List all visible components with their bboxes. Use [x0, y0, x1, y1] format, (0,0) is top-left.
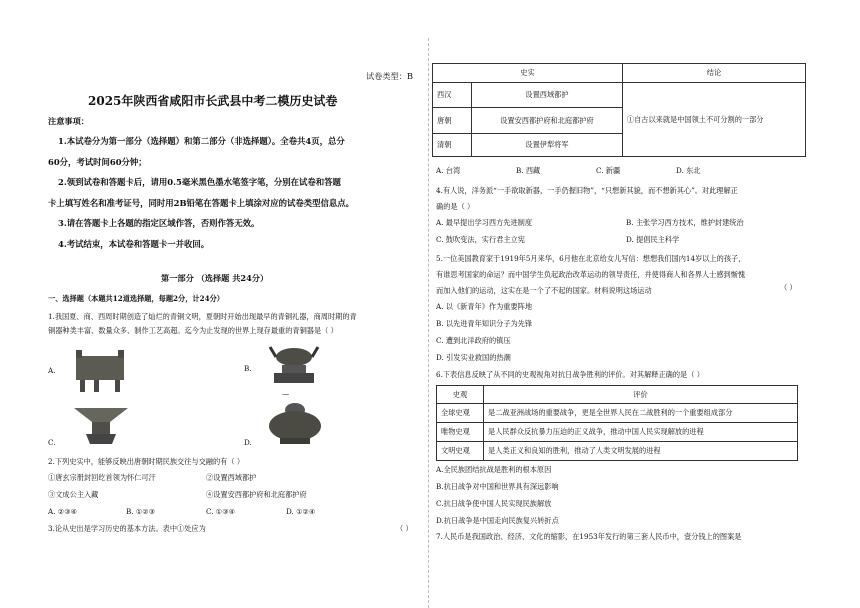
q5-stem: 5.一位美国教育家于1919年5月来华，6月他在北京给女儿写信：想想我们国内14岁以上的孩子， 有谁思考国家的命运？而中国学生负起政治改革运动的领导责任，并使得商人和各界人士感到惭愧 而加入他们的运动，这实在是一个了不起的国家。材料说明这场运动	[436, 254, 746, 295]
q3-option-c[interactable]: C. 新疆	[596, 166, 621, 175]
q3-option-d[interactable]: D. 东北	[676, 166, 701, 175]
q3-table-era: 清朝	[433, 134, 472, 157]
notice-list	[48, 131, 355, 254]
q6-option-c[interactable]: C.抗日战争使中国人民实现民族解放	[436, 499, 552, 508]
q3-table-era: 西汉	[433, 83, 472, 108]
q3-table-header: 史实	[433, 64, 623, 83]
q4-stem: 4.有人说，洋务派“一手欲取新器，一手仍握旧物”，“只想新其貌，而不想新其心”。对此理解正 确的是（ ）	[436, 186, 738, 211]
q2-option-d[interactable]: D. ①②④	[286, 507, 316, 516]
zun-vessel-icon	[66, 402, 136, 446]
q2-option-c[interactable]: C. ①③④	[206, 507, 236, 516]
notice-line: 60分，考试时间60分钟；	[48, 156, 147, 167]
q2-item-4: ④设置安西都护府和北庭都护府	[206, 490, 307, 499]
q6-option-b[interactable]: B.抗日战争对中国和世界具有深远影响	[436, 482, 559, 491]
q4-option-d[interactable]: D. 提倡民主科学	[626, 235, 680, 244]
notice-line: 1.本试卷分为第一部分（选择题）和第二部分（非选择题）。全卷共4页，总分	[58, 136, 345, 146]
q1-stem: 1.我国夏、商、西周时期创造了灿烂的青铜文明，夏朝时开始出现最早的青铜礼器，商周时期的青 铜器种类丰富、数量众多、制作工艺高超。迄今为止发现的世界上现存最重的青铜器是（ ）	[48, 312, 357, 335]
q6-table	[436, 385, 798, 461]
q6-stem: 6.下表信息反映了从不同的史观视角对抗日战争胜利的评价。对其解释正确的是（ ）	[436, 370, 704, 379]
q6-table-view: 唯物史观	[437, 423, 484, 442]
q2-item-3: ③文成公主入藏	[48, 490, 99, 499]
q3-table-header: 结论	[622, 64, 805, 83]
notice-line: 4.考试结束，本试卷和答题卡一并收回。	[58, 238, 210, 249]
notice-line: 2.领到试卷和答题卡后，请用0.5毫米黑色墨水笔签字笔，分别在试卷和答题	[58, 177, 341, 187]
q2-item-2: ②设置西域都护	[206, 473, 257, 482]
notice-line: 卡上填写姓名和准考证号，同时用2B铅笔在答题卡上填涂对应的试卷类型信息点。	[48, 197, 355, 208]
q2-stem: 2.下列史实中，能够反映出唐朝时期民族交往与交融的有（ ）	[48, 457, 245, 466]
q5-option-c[interactable]: C. 遭到北洋政府的镇压	[436, 336, 511, 345]
q3-table-fact: 设置安西都护府和北庭都护府	[472, 108, 623, 134]
q6-table-eval: 是人民群众反抗暴力压迫的正义战争，推动中国人民实现解放的进程	[484, 423, 798, 442]
q3-table-fact: 设置西域都护	[472, 83, 623, 108]
notice-line: 3.请在答题卡上各题的指定区域作答，否则作答无效。	[58, 218, 260, 228]
q3-stem: 3.论从史出是学习历史的基本方法。表中①处应为	[48, 524, 206, 533]
q3-table-fact: 设置伊犁将军	[472, 134, 623, 157]
q4-option-c[interactable]: C. 鼓吹变法，实行君主立宪	[436, 235, 525, 244]
page-title: 2025年陕西省咸阳市长武县中考二模历史试卷	[88, 94, 338, 108]
q3-option-b[interactable]: B. 西藏	[516, 166, 541, 175]
section-heading: 一、选择题（本题共12道选择题，每题2分，计24分）	[48, 294, 224, 303]
q6-option-a[interactable]: A.全民族团结抗战是胜利的根本原因	[436, 465, 552, 474]
q6-table-eval: 是二战亚洲战场的重要战争，更是全世界人民在二战胜利的一个重要组成部分	[484, 404, 798, 423]
q6-table-view: 全球史观	[437, 404, 484, 423]
q5-option-b[interactable]: B. 以先进青年知识分子为先锋	[436, 319, 533, 328]
q1-option-a[interactable]: A.	[48, 366, 56, 375]
q3-table-conclusion: ①自古以来就是中国领土不可分割的一部分	[622, 83, 805, 157]
q6-table-header: 史观	[437, 386, 484, 404]
q6-table-eval: 是人类正义和良知的胜利，推动了人类文明发展的进程	[484, 442, 798, 461]
q1-option-b-caption: —	[282, 389, 290, 398]
q3-table-era: 唐朝	[433, 108, 472, 134]
q3-table	[432, 63, 806, 157]
q2-item-1: ①唐玄宗册封回纥首领为怀仁可汗	[48, 473, 156, 482]
exam-type: 试卷类型：B	[366, 71, 413, 81]
q4-option-a[interactable]: A. 最早提出学习西方先进制度	[436, 218, 533, 227]
q6-table-header: 评价	[484, 386, 798, 404]
q3-bracket: （ ）	[396, 524, 413, 533]
q4-option-b[interactable]: B. 主张学习西方技术，维护封建统治	[626, 218, 744, 227]
q1-option-b[interactable]: B.	[244, 364, 252, 373]
q6-option-d[interactable]: D.抗日战争是中国走向民族复兴转折点	[436, 516, 559, 525]
round-vessel-icon	[262, 400, 328, 446]
q5-option-a[interactable]: A. 以《新青年》作为重要阵地	[436, 302, 533, 311]
column-divider	[428, 38, 429, 608]
q1-option-d[interactable]: D.	[244, 438, 252, 447]
square-ding-icon	[68, 346, 132, 394]
part1-heading: 第一部分 （选择题 共24分）	[161, 273, 269, 283]
q5-option-d[interactable]: D. 引发实业救国的热潮	[436, 353, 511, 362]
q1-option-c[interactable]: C.	[48, 438, 56, 447]
q2-option-a[interactable]: A. ②③④	[48, 507, 78, 516]
notice-heading: 注意事项：	[48, 116, 89, 126]
q3-option-a[interactable]: A. 台湾	[436, 166, 461, 175]
q7-stem: 7.人民币是我国政治、经济、文化的缩影，在1953年发行的第三套人民币中，壹分钱上的图案是	[436, 532, 742, 541]
bronze-vessel-icon	[262, 343, 326, 387]
q5-bracket: （ ）	[780, 283, 797, 292]
q2-option-b[interactable]: B. ①②③	[126, 507, 156, 516]
q6-table-view: 文明史观	[437, 442, 484, 461]
